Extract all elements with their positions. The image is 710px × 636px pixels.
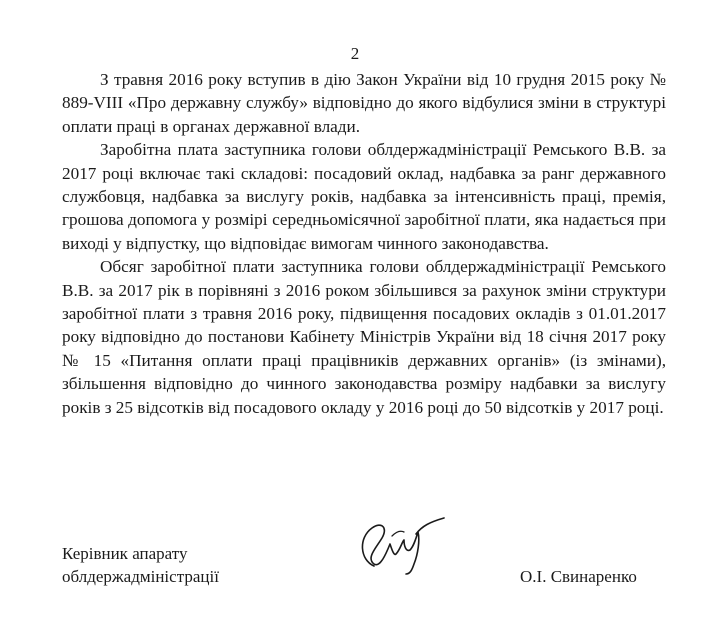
paragraph-1: З травня 2016 року вступив в дію Закон України від 10 грудня 2015 року № 889-VIII «Про державну службу» відповідно до якого відбулися зміни в структурі оплати праці в органах державної влади.: [62, 70, 666, 136]
handwritten-signature: [352, 514, 452, 576]
paragraph-3: Обсяг заробітної плати заступника голови облдержадміністрації Ремського В.В. за 2017 рік в порівняні з 2016 роком збільшився за рахунок зміни структури заробітної плати з травня 2016 року, підвищення посадових окладів з 01.01.2017 року відповідно до постанови Кабінету Міністрів України від 18 січня 2017 року № 15 «Питання оплати праці працівників державних органів» (із змінами), збільшення відповідно до чинного законодавства розміру надбавки за вислугу років з 25 відсотків від посадового окладу у 2016 році до 50 відсотків у 2017 році.: [62, 257, 666, 417]
signatory-title-line2: облдержадміністрації: [62, 567, 219, 586]
page-number: 2: [350, 44, 360, 63]
signatory-title-line1: Керівник апарату: [62, 544, 188, 563]
paragraph-2: Заробітна плата заступника голови облдержадміністрації Ремського В.В. за 2017 році включає такі складові: посадовий оклад, надбавка за ранг державного службовця, надбавка за вислугу років, надбавка за інтенсивність праці, премія, грошова допомога у розмірі середньомісячної заробітної плати, яка надається при виході у відпустку, що відповідає вимогам чинного законодавства.: [62, 140, 666, 253]
signatory-name: О.І. Свинаренко: [520, 567, 637, 586]
document-body: [62, 68, 666, 419]
signatory-title: [62, 542, 219, 588]
